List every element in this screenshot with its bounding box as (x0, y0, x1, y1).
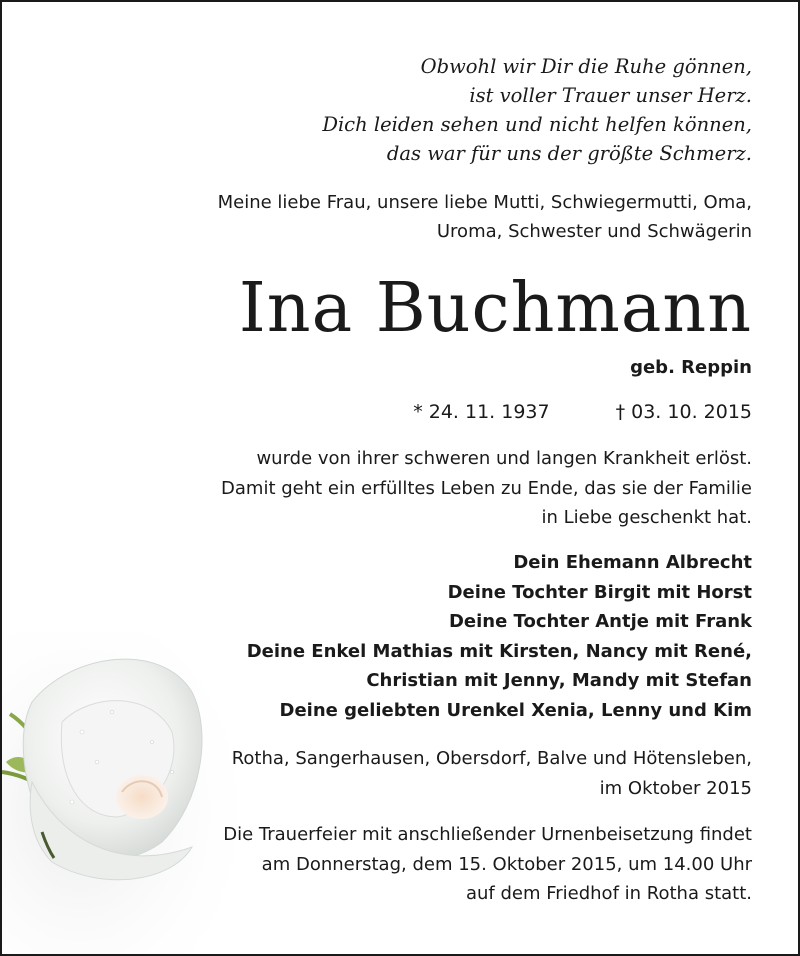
announcement-text (221, 444, 752, 533)
ceremony-line: am Donnerstag, dem 15. Oktober 2015, um 14.00 Uhr (261, 853, 752, 875)
family-line: Deine Tochter Birgit mit Horst (447, 581, 752, 603)
intro-line: Meine liebe Frau, unsere liebe Mutti, Schwiegermutti, Oma, (217, 192, 752, 213)
text-line: in Liebe geschenkt hat. (541, 507, 752, 528)
place-and-date (232, 744, 752, 803)
deceased-name: Ina Buchmann (238, 269, 752, 348)
birth-date: * 24. 11. 1937 (413, 401, 550, 423)
ceremony-line: auf dem Friedhof in Rotha statt. (465, 883, 752, 904)
funeral-info (223, 820, 752, 909)
poem-line: Obwohl wir Dir die Ruhe gönnen, (420, 55, 752, 78)
death-date: † 03. 10. 2015 (615, 401, 752, 423)
poem-line: das war für uns der größte Schmerz. (386, 142, 752, 165)
place-line: im Oktober 2015 (599, 777, 752, 799)
life-dates (413, 396, 752, 428)
ceremony-line: Die Trauerfeier mit anschließender Urnenbeisetzung findet (223, 824, 752, 845)
text-line: wurde von ihrer schweren und langen Krankheit erlöst. (256, 448, 752, 469)
poem-line: Dich leiden sehen und nicht helfen können, (322, 113, 752, 136)
place-line: Rotha, Sangerhausen, Obersdorf, Balve und Hötensleben, (231, 748, 752, 769)
intro-line: Uroma, Schwester und Schwägerin (436, 221, 752, 242)
family-line: Deine Tochter Antje mit Frank (448, 611, 752, 632)
text-line: Damit geht ein erfülltes Leben zu Ende, das sie der Familie (221, 477, 752, 499)
relationship-intro (218, 188, 752, 246)
family-line: Deine geliebten Urenkel Xenia, Lenny und Kim (279, 699, 752, 721)
poem (322, 52, 752, 168)
family-line: Deine Enkel Mathias mit Kirsten, Nancy mit René, (246, 640, 752, 662)
poem-line: ist voller Trauer unser Herz. (469, 84, 752, 107)
family-line: Christian mit Jenny, Mandy mit Stefan (366, 670, 752, 691)
family-line: Dein Ehemann Albrecht (513, 552, 752, 573)
family-mourners (247, 548, 752, 725)
maiden-name: geb. Reppin (630, 357, 752, 378)
